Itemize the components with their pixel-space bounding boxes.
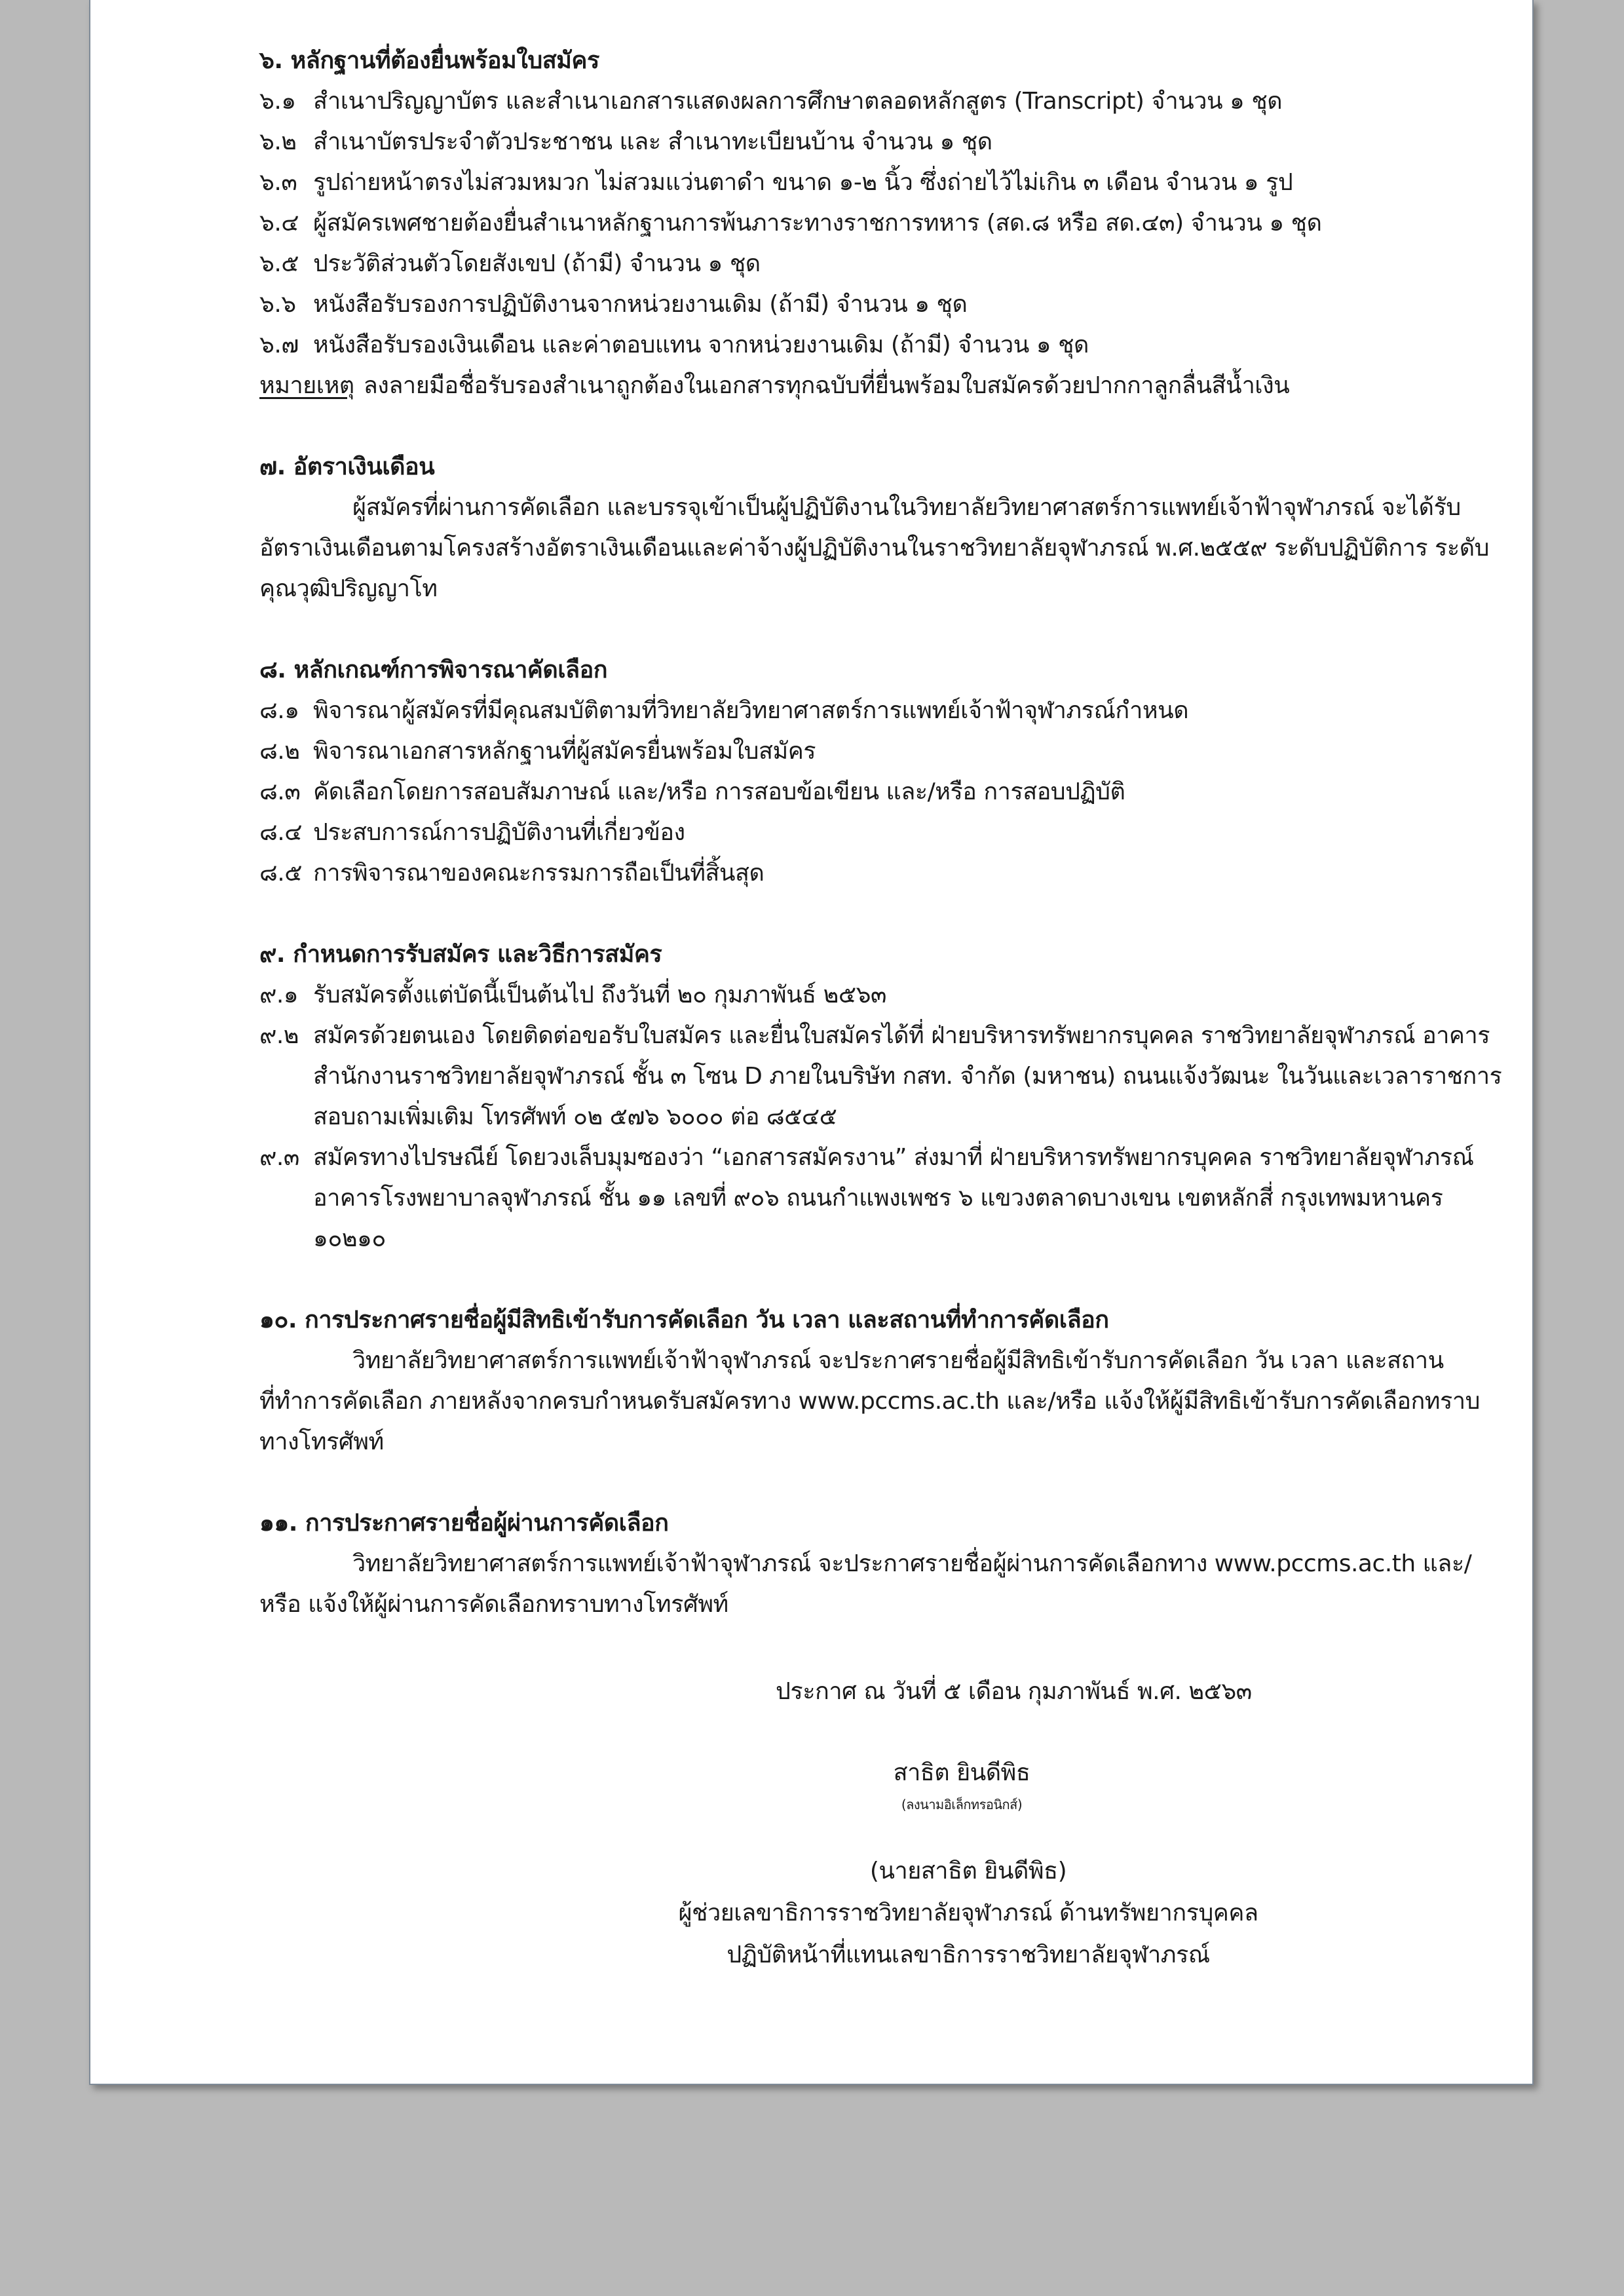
note-text: ลงลายมือชื่อรับรองสำเนาถูกต้องในเอกสารทุกฉบับที่ยื่นพร้อมใบสมัครด้วยปากกาลูกลื่นสีน้ำเงิน <box>363 372 1290 399</box>
item-text: สมัครทางไปรษณีย์ โดยวงเล็บมุมซองว่า “เอกสารสมัครงาน” ส่งมาที่ ฝ่ายบริหารทรัพยากรบุคคล ราชวิทยาลัยจุฬาภรณ์ อาคารโรงพยาบาลจุฬาภรณ์ ชั้น ๑๑ เลขที่ ๙๐๖ ถนนกำแพงเพชร ๖ แขวงตลาดบางเขน เขตหลักสี่ กรุงเทพมหานคร ๑๐๒๑๐ <box>313 1144 1474 1252</box>
item-text: การพิจารณาของคณะกรรมการถือเป็นที่สิ้นสุด <box>313 860 765 887</box>
list-item <box>259 1138 1504 1259</box>
list-item <box>259 325 1504 366</box>
item-number: ๘.๔ <box>259 819 302 846</box>
item-text: สำเนาบัตรประจำตัวประชาชน และ สำเนาทะเบียนบ้าน จำนวน ๑ ชุด <box>313 128 992 155</box>
item-number: ๖.๗ <box>259 332 299 358</box>
list-item <box>259 81 1504 122</box>
section-heading: ๗. อัตราเงินเดือน <box>259 453 435 480</box>
list-item <box>259 244 1504 284</box>
item-number: ๙.๓ <box>259 1144 299 1171</box>
signer-acting-position: ปฏิบัติหน้าที่แทนเลขาธิการราชวิทยาลัยจุฬาภรณ์ <box>727 1942 1210 1968</box>
item-number: ๘.๕ <box>259 860 302 887</box>
note-label: หมายเหตุ <box>259 372 354 399</box>
item-number: ๙.๑ <box>259 982 299 1008</box>
section-heading: ๑๑. การประกาศรายชื่อผู้ผ่านการคัดเลือก <box>259 1510 669 1537</box>
item-text: สมัครด้วยตนเอง โดยติดต่อขอรับใบสมัคร และยื่นใบสมัครได้ที่ ฝ่ายบริหารทรัพยากรบุคคล ราชวิทยาลัยจุฬาภรณ์ อาคารสำนักงานราชวิทยาลัยจุฬาภรณ์ ชั้น ๓ โซน D ภายในบริษัท กสท. จำกัด (มหาชน) ถนนแจ้งวัฒนะ ในวันและเวลาราชการ สอบถามเพิ่มเติม โทรศัพท์ ๐๒ ๕๗๖ ๖๐๐๐ ต่อ ๘๕๔๕ <box>313 1022 1502 1130</box>
list-item <box>259 813 1504 853</box>
item-text: รูปถ่ายหน้าตรงไม่สวมหมวก ไม่สวมแว่นตาดำ ขนาด ๑-๒ นิ้ว ซึ่งถ่ายไว้ไม่เกิน ๓ เดือน จำนวน ๑ รูป <box>313 169 1293 196</box>
item-text: ผู้สมัครเพศชายต้องยื่นสำเนาหลักฐานการพ้นภาระทางราชการทหาร (สด.๘ หรือ สด.๔๓) จำนวน ๑ ชุด <box>313 210 1322 237</box>
list-item <box>259 122 1504 163</box>
section-paragraph: วิทยาลัยวิทยาศาสตร์การแพทย์เจ้าฟ้าจุฬาภรณ์ จะประกาศรายชื่อผู้มีสิทธิเข้ารับการคัดเลือก วัน เวลา และสถานที่ทำการคัดเลือก ภายหลังจากครบกำหนดรับสมัครทาง www.pccms.ac.th และ/หรือ แจ้งให้ผู้มีสิทธิเข้ารับการคัดเลือกทราบทางโทรศัพท์ <box>259 1347 1480 1455</box>
list-item <box>259 731 1504 772</box>
e-signature-note: (ลงนามอิเล็กทรอนิกส์) <box>901 1797 1023 1812</box>
section-11 <box>259 1503 1504 1625</box>
section-paragraph: ผู้สมัครที่ผ่านการคัดเลือก และบรรจุเข้าเป็นผู้ปฏิบัติงานในวิทยาลัยวิทยาศาสตร์การแพทย์เจ้าฟ้าจุฬาภรณ์ จะได้รับอัตราเงินเดือนตามโครงสร้างอัตราเงินเดือนและค่าจ้างผู้ปฏิบัติงานในราชวิทยาลัยจุฬาภรณ์ พ.ศ.๒๕๕๙ ระดับปฏิบัติการ ระดับคุณวุฒิปริญญาโท <box>259 494 1489 602</box>
item-text: หนังสือรับรองการปฏิบัติงานจากหน่วยงานเดิม (ถ้ามี) จำนวน ๑ ชุด <box>313 291 968 318</box>
list-item <box>259 691 1504 731</box>
list-item <box>259 163 1504 203</box>
signer-name: สาธิต ยินดีพิธ <box>893 1759 1030 1786</box>
item-text: รับสมัครตั้งแต่บัดนี้เป็นต้นไป ถึงวันที่ ๒๐ กุมภาพันธ์ ๒๕๖๓ <box>313 982 887 1008</box>
section-6 <box>259 41 1504 406</box>
announcement-date: ประกาศ ณ วันที่ ๕ เดือน กุมภาพันธ์ พ.ศ. ๒๕๖๓ <box>776 1678 1252 1705</box>
section-heading: ๑๐. การประกาศรายชื่อผู้มีสิทธิเข้ารับการคัดเลือก วัน เวลา และสถานที่ทำการคัดเลือก <box>259 1307 1109 1333</box>
document-page <box>89 0 1534 2085</box>
item-number: ๖.๒ <box>259 128 297 155</box>
item-number: ๘.๑ <box>259 697 299 724</box>
section-9 <box>259 934 1504 1259</box>
section-heading: ๘. หลักเกณฑ์การพิจารณาคัดเลือก <box>259 657 608 683</box>
item-number: ๖.๑ <box>259 88 296 115</box>
item-text: พิจารณาผู้สมัครที่มีคุณสมบัติตามที่วิทยาลัยวิทยาศาสตร์การแพทย์เจ้าฟ้าจุฬาภรณ์กำหนด <box>313 697 1189 724</box>
list-item <box>259 203 1504 244</box>
section-heading: ๙. กำหนดการรับสมัคร และวิธีการสมัคร <box>259 941 662 968</box>
item-text: ประสบการณ์การปฏิบัติงานที่เกี่ยวข้อง <box>313 819 685 846</box>
note-line <box>259 366 1504 406</box>
item-text: หนังสือรับรองเงินเดือน และค่าตอบแทน จากหน่วยงานเดิม (ถ้ามี) จำนวน ๑ ชุด <box>313 332 1089 358</box>
item-number: ๖.๔ <box>259 210 299 237</box>
list-item <box>259 1016 1504 1138</box>
item-number: ๖.๕ <box>259 250 299 277</box>
signer-position: ผู้ช่วยเลขาธิการราชวิทยาลัยจุฬาภรณ์ ด้านทรัพยากรบุคคล <box>678 1900 1258 1926</box>
item-text: ประวัติส่วนตัวโดยสังเขป (ถ้ามี) จำนวน ๑ ชุด <box>313 250 761 277</box>
document-body <box>259 41 1504 1625</box>
signer-full-name: (นายสาธิต ยินดีพิธ) <box>869 1858 1067 1885</box>
item-number: ๖.๓ <box>259 169 297 196</box>
section-10 <box>259 1300 1504 1463</box>
section-heading: ๖. หลักฐานที่ต้องยื่นพร้อมใบสมัคร <box>259 47 599 74</box>
item-number: ๙.๒ <box>259 1022 299 1049</box>
item-number: ๘.๓ <box>259 778 301 805</box>
list-item <box>259 975 1504 1016</box>
list-item <box>259 853 1504 894</box>
list-item <box>259 284 1504 325</box>
section-7 <box>259 447 1504 609</box>
list-item <box>259 772 1504 813</box>
item-text: คัดเลือกโดยการสอบสัมภาษณ์ และ/หรือ การสอบข้อเขียน และ/หรือ การสอบปฏิบัติ <box>313 778 1125 805</box>
section-8 <box>259 650 1504 894</box>
section-paragraph: วิทยาลัยวิทยาศาสตร์การแพทย์เจ้าฟ้าจุฬาภรณ์ จะประกาศรายชื่อผู้ผ่านการคัดเลือกทาง www.pccms.ac.th และ/หรือ แจ้งให้ผู้ผ่านการคัดเลือกทราบทางโทรศัพท์ <box>259 1550 1472 1618</box>
item-number: ๘.๒ <box>259 738 300 765</box>
item-text: สำเนาปริญญาบัตร และสำเนาเอกสารแสดงผลการศึกษาตลอดหลักสูตร (Transcript) จำนวน ๑ ชุด <box>313 88 1283 115</box>
item-text: พิจารณาเอกสารหลักฐานที่ผู้สมัครยื่นพร้อมใบสมัคร <box>313 738 816 765</box>
item-number: ๖.๖ <box>259 291 296 318</box>
